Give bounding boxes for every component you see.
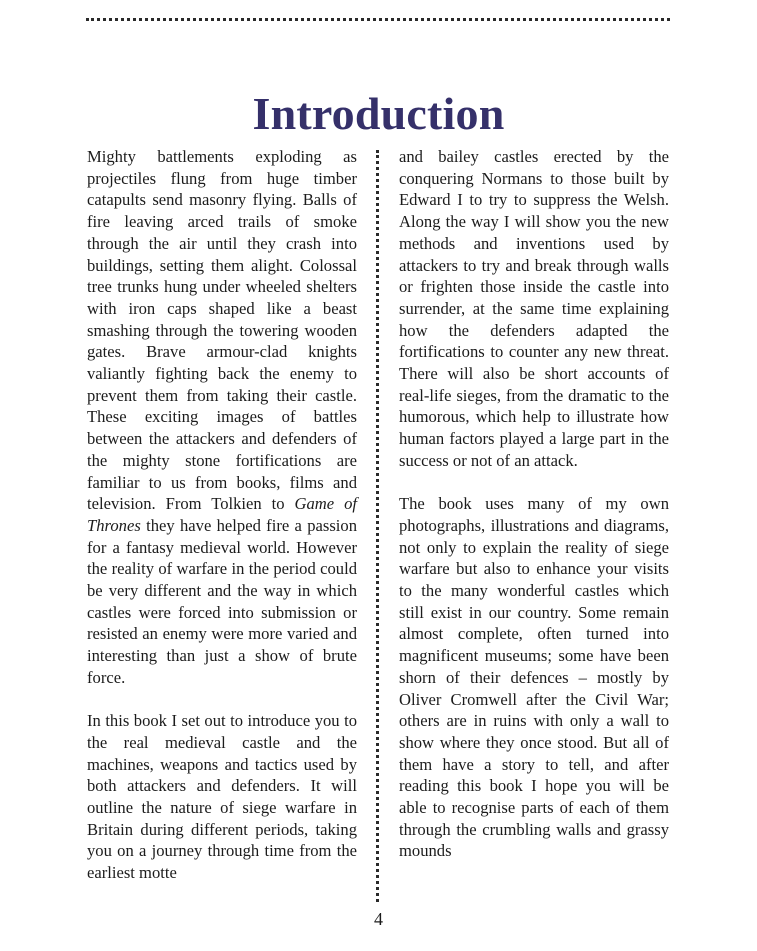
- right-paragraph-1: and bailey castles erected by the conquering Normans to those built by Edward I to try to suppress the Welsh. Along the way I will show you the new methods and inventions used by attackers to try and break through walls or frighten those inside the castle into surrender, at the same time explaining how the defenders adapted the fortifications to counter any new threat. There will also be short accounts of real-life sieges, from the dramatic to the humorous, which help to illustrate how human factors played a large part in the success or not of an attack.: [399, 147, 669, 470]
- book-title-italic: Game of Thrones: [87, 494, 358, 535]
- page-number: 4: [374, 909, 383, 929]
- left-paragraph-2: In this book I set out to introduce you to the real medieval castle and the machines, weapons and tactics used by both attackers and defenders. It will outline the nature of siege warfare in Britain during different periods, taking you on a journey through time from the earliest motte: [87, 711, 357, 883]
- top-dotted-rule: [86, 18, 670, 21]
- left-paragraph-1-start: Mighty battlements exploding as projectiles flung from huge timber catapults send masonry flying. Balls of fire leaving arced trails of smoke through the air until they crash into buildings, setting them alight. Colossal tree trunks hung under wheeled shelters with iron caps shaped like a beast smashing through the towering wooden gates. Brave armour-clad knights valiantly fighting back the enemy to prevent them from taking their castle. These exciting images of battles between the attackers and defenders of the mighty stone fortifications are familiar to us from books, films and television. From Tolkien to: [87, 147, 357, 514]
- column-dotted-divider: [376, 150, 379, 902]
- left-paragraph-1-end: they have helped fire a passion for a fantasy medieval world. However the reality of warfare in the period could be very different and the way in which castles were forced into submission or resisted an enemy were more varied and interesting than just a show of brute force.: [87, 515, 357, 687]
- left-text-column: [87, 146, 357, 884]
- right-paragraph-2: The book uses many of my own photographs, illustrations and diagrams, not only to explain the reality of siege warfare but also to enhance your visits to the many wonderful castles which still exist in our country. Some remain almost complete, often turned into magnificent museums; some have been shorn of their defences – mostly by Oliver Cromwell after the Civil War; others are in ruins with only a wall to show where they once stood. But all of them have a story to tell, and after reading this book I hope you will be able to recognise parts of each of them through the crumbling walls and grassy mounds: [399, 494, 669, 861]
- page-title: Introduction: [252, 87, 505, 139]
- left-paragraph-1: [87, 146, 357, 689]
- right-text-column: [399, 146, 669, 862]
